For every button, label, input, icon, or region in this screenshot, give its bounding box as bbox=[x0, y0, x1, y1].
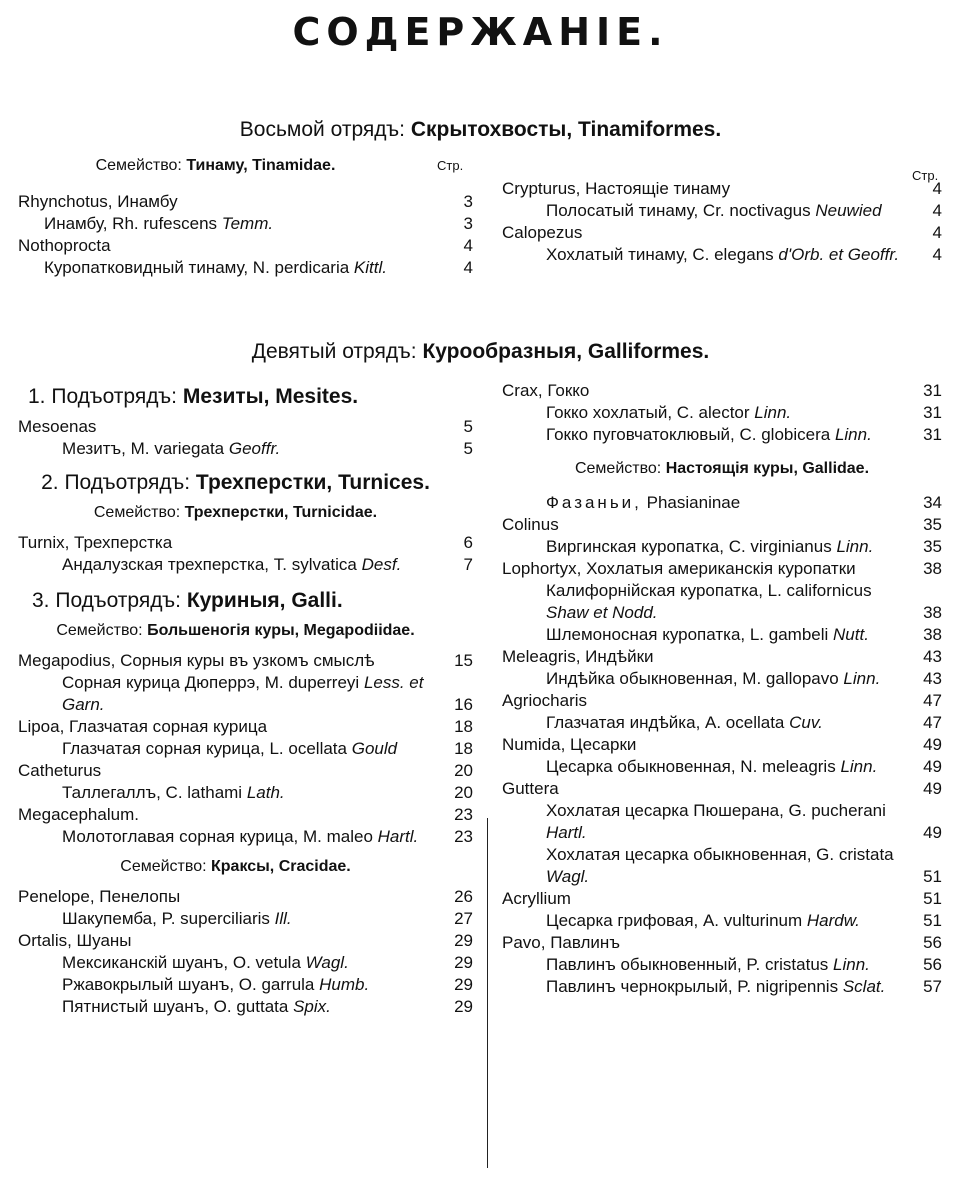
page-number: 27 bbox=[454, 909, 473, 928]
page-number: 31 bbox=[923, 403, 942, 422]
family-name: Краксы, Cracidae. bbox=[211, 858, 351, 875]
entry-author: Hardw. bbox=[806, 911, 860, 930]
page-number: 56 bbox=[923, 955, 942, 974]
entry-text: Crypturus, Настоящіе тинаму bbox=[502, 179, 731, 198]
tinamidae-left-column bbox=[18, 155, 473, 279]
entry-text: Инамбу, Rh. rufescens bbox=[44, 214, 218, 233]
tinamidae-right-column bbox=[502, 178, 942, 266]
toc-entry bbox=[502, 514, 942, 536]
entry-author: Desf. bbox=[361, 555, 402, 574]
toc-entry bbox=[502, 976, 942, 998]
page-number: 38 bbox=[923, 603, 942, 622]
entry-text: Catheturus bbox=[18, 761, 102, 780]
page-number: 29 bbox=[454, 953, 473, 972]
toc-entry bbox=[18, 996, 473, 1018]
entry-author: Nutt. bbox=[833, 625, 869, 644]
entry-author: Humb. bbox=[319, 975, 370, 994]
page-number: 31 bbox=[923, 381, 942, 400]
toc-entry bbox=[18, 235, 473, 257]
entry-author: Hartl. bbox=[546, 823, 587, 842]
toc-entry bbox=[18, 554, 473, 576]
toc-entry bbox=[502, 624, 942, 646]
entry-author: Wagl. bbox=[305, 953, 349, 972]
page-number: 43 bbox=[923, 647, 942, 666]
entry-author: Shaw et Nodd. bbox=[546, 603, 658, 622]
entry-text: Meleagris, Индѣйки bbox=[502, 647, 654, 666]
entry-list bbox=[502, 380, 942, 446]
entry-author: Cuv. bbox=[789, 713, 823, 732]
entry-text: Полосатый тинаму, Cr. noctivagus bbox=[546, 201, 811, 220]
toc-entry bbox=[18, 672, 473, 716]
family-heading-turnicidae bbox=[18, 502, 473, 524]
page-number: 4 bbox=[932, 179, 942, 198]
entry-list bbox=[502, 178, 942, 266]
page-number: 49 bbox=[923, 779, 942, 798]
entry-author: Linn. bbox=[836, 537, 874, 556]
entry-author: Linn. bbox=[754, 403, 792, 422]
entry-text: Ржавокрылый шуанъ, O. garrula bbox=[62, 975, 315, 994]
entry-author: Geoffr. bbox=[228, 439, 281, 458]
toc-entry bbox=[502, 668, 942, 690]
entry-list bbox=[18, 191, 473, 279]
entry-text: Lipoa, Глазчатая сорная курица bbox=[18, 717, 268, 736]
entry-text: Rhynchotus, Инамбу bbox=[18, 192, 178, 211]
entry-author: Linn. bbox=[833, 955, 870, 974]
order-prefix: Девятый отрядъ: bbox=[251, 340, 417, 363]
page-number: 4 bbox=[932, 201, 942, 220]
entry-text: Мезитъ, M. variegata bbox=[62, 439, 225, 458]
page-number: 20 bbox=[454, 761, 473, 780]
page-number: 49 bbox=[923, 757, 942, 776]
order-name: Курообразныя, Galliformes. bbox=[422, 340, 710, 363]
entry-text: Lophortyx, Хохлатыя американскія куропатки bbox=[502, 559, 856, 578]
page-number: 20 bbox=[454, 783, 473, 802]
entry-author: Temm. bbox=[221, 214, 274, 233]
entry-author: d'Orb. et Geoffr. bbox=[778, 245, 900, 264]
family-name: Тинаму, Tinamidae. bbox=[186, 157, 336, 174]
page-number: 3 bbox=[463, 214, 473, 233]
galliformes-right-column bbox=[502, 380, 942, 998]
galliformes-left-column bbox=[18, 382, 473, 1018]
page-column-label-right: Стр. bbox=[912, 168, 939, 183]
entry-text: Turnix, Трехперстка bbox=[18, 533, 173, 552]
entry-text: Numida, Цесарки bbox=[502, 735, 637, 754]
page-number: 51 bbox=[923, 911, 942, 930]
toc-entry bbox=[502, 800, 942, 844]
toc-entry bbox=[18, 191, 473, 213]
entry-text: Penelope, Пенелопы bbox=[18, 887, 181, 906]
toc-entry bbox=[502, 536, 942, 558]
suborder-heading-mesites bbox=[18, 384, 473, 410]
entry-text: Megacephalum. bbox=[18, 805, 139, 824]
page-number: 51 bbox=[923, 889, 942, 908]
entry-text: Шакупемба, P. superciliaris bbox=[62, 909, 270, 928]
entry-text: Молотоглавая сорная курица, M. maleo bbox=[62, 827, 373, 846]
entry-list bbox=[502, 514, 942, 998]
entry-text: Agriocharis bbox=[502, 691, 588, 710]
subfamily-label: Фазаньи, bbox=[546, 493, 642, 512]
entry-text: Таллегаллъ, C. lathami bbox=[62, 783, 243, 802]
page-number: 5 bbox=[463, 439, 473, 458]
entry-text: Андалузская трехперстка, T. sylvatica bbox=[62, 555, 357, 574]
entry-text: Калифорнійская куропатка, L. californicus bbox=[546, 581, 872, 600]
toc-entry bbox=[502, 712, 942, 734]
entry-text: Nothoprocta bbox=[18, 236, 111, 255]
toc-entry bbox=[502, 558, 942, 580]
entry-text: Хохлатая цесарка обыкновенная, G. cristata bbox=[546, 845, 894, 864]
entry-text: Mesoenas bbox=[18, 417, 97, 436]
entry-text: Calopezus bbox=[502, 223, 583, 242]
entry-text: Pavo, Павлинъ bbox=[502, 933, 620, 952]
page-number: 23 bbox=[454, 805, 473, 824]
order-heading-8 bbox=[0, 118, 961, 142]
suborder-name: Трехперстки, Turnices. bbox=[195, 471, 430, 494]
suborder-prefix: 1. Подъотрядъ: bbox=[28, 385, 177, 408]
page-number: 31 bbox=[923, 425, 942, 444]
family-name: Трехперстки, Turnicidae. bbox=[184, 504, 378, 521]
toc-entry bbox=[18, 257, 473, 279]
page-number: 49 bbox=[923, 735, 942, 754]
entry-author: Spix. bbox=[293, 997, 331, 1016]
page-number: 18 bbox=[454, 717, 473, 736]
family-prefix: Семейство: bbox=[95, 157, 182, 174]
entry-text: Цесарка обыкновенная, N. meleagris bbox=[546, 757, 836, 776]
page-number: 7 bbox=[463, 555, 473, 574]
entry-author: Sclat. bbox=[842, 977, 886, 996]
toc-entry bbox=[18, 416, 473, 438]
suborder-prefix: 3. Подъотрядъ: bbox=[32, 589, 181, 612]
page-number: 23 bbox=[454, 827, 473, 846]
page-number: 26 bbox=[454, 887, 473, 906]
page-number: 38 bbox=[923, 559, 942, 578]
order-name: Скрытохвосты, Tinamiformes. bbox=[410, 118, 722, 141]
entry-text: Виргинская куропатка, C. virginianus bbox=[546, 537, 832, 556]
page-number: 4 bbox=[932, 245, 942, 264]
entry-list bbox=[18, 886, 473, 1018]
entry-author: Linn. bbox=[840, 757, 878, 776]
entry-author: Linn. bbox=[843, 669, 881, 688]
family-prefix: Семейство: bbox=[93, 504, 181, 521]
entry-text: Павлинъ обыкновенный, P. cristatus bbox=[546, 955, 829, 974]
entry-text: Пятнистый шуанъ, O. guttata bbox=[62, 997, 289, 1016]
page-number: 4 bbox=[463, 258, 473, 277]
family-heading-cracidae bbox=[18, 856, 473, 878]
suborder-heading-galli bbox=[18, 588, 473, 614]
toc-entry bbox=[18, 952, 473, 974]
entry-text: Colinus bbox=[502, 515, 559, 534]
subfamily-phasianinae bbox=[502, 492, 942, 514]
page-number: 51 bbox=[923, 867, 942, 886]
toc-entry bbox=[502, 178, 942, 200]
entry-list bbox=[18, 532, 473, 576]
toc-entry bbox=[18, 782, 473, 804]
entry-text: Ortalis, Шуаны bbox=[18, 931, 132, 950]
toc-entry bbox=[18, 532, 473, 554]
toc-entry bbox=[502, 244, 942, 266]
toc-entry bbox=[502, 778, 942, 800]
entry-author: Gould bbox=[351, 739, 398, 758]
entry-text: Глазчатая индѣйка, A. ocellata bbox=[546, 713, 785, 732]
toc-entry bbox=[18, 908, 473, 930]
entry-text: Гокко пуговчатоклювый, C. globicera bbox=[546, 425, 831, 444]
entry-text: Гокко хохлатый, C. alector bbox=[546, 403, 750, 422]
entry-author: Wagl. bbox=[546, 867, 590, 886]
toc-entry bbox=[502, 844, 942, 888]
entry-author: Neuwied bbox=[815, 201, 882, 220]
entry-author: Lath. bbox=[246, 783, 285, 802]
page-column-label-left: Стр. bbox=[437, 158, 464, 173]
toc-entry bbox=[18, 826, 473, 848]
entry-text: Цесарка грифовая, A. vulturinum bbox=[546, 911, 803, 930]
toc-entry bbox=[18, 650, 473, 672]
page-number: 5 bbox=[463, 417, 473, 436]
toc-entry bbox=[502, 580, 942, 624]
toc-entry bbox=[502, 932, 942, 954]
order-prefix: Восьмой отрядъ: bbox=[239, 118, 406, 141]
page-number: 16 bbox=[454, 695, 473, 714]
entry-text: Crax, Гокко bbox=[502, 381, 590, 400]
entry-author: Ill. bbox=[274, 909, 292, 928]
entry-author: Less. et Garn. bbox=[62, 673, 424, 714]
page-number: 3 bbox=[463, 192, 473, 211]
toc-entry bbox=[502, 734, 942, 756]
suborder-heading-turnices bbox=[18, 470, 473, 496]
toc-entry bbox=[502, 380, 942, 402]
toc-entry bbox=[18, 716, 473, 738]
entry-text: Guttera bbox=[502, 779, 559, 798]
page-number: 56 bbox=[923, 933, 942, 952]
toc-entry bbox=[502, 402, 942, 424]
entry-author: Hartl. bbox=[377, 827, 419, 846]
entry-text: Megapodius, Сорныя куры въ узкомъ смыслѣ bbox=[18, 651, 375, 670]
order-heading-9 bbox=[0, 340, 961, 364]
toc-entry bbox=[18, 804, 473, 826]
toc-entry bbox=[502, 954, 942, 976]
suborder-name: Мезиты, Mesites. bbox=[182, 385, 359, 408]
toc-entry bbox=[502, 222, 942, 244]
page-number: 34 bbox=[923, 493, 942, 512]
toc-entry bbox=[18, 438, 473, 460]
toc-entry bbox=[18, 930, 473, 952]
entry-text: Хохлатый тинаму, C. elegans bbox=[546, 245, 774, 264]
entry-text: Acryllium bbox=[502, 889, 571, 908]
toc-entry bbox=[18, 738, 473, 760]
family-heading-tinamidae bbox=[18, 155, 473, 177]
entry-text: Сорная курица Дюперрэ, M. duperreyi bbox=[62, 673, 360, 692]
toc-entry bbox=[502, 690, 942, 712]
entry-text: Павлинъ чернокрылый, P. nigripennis bbox=[546, 977, 839, 996]
toc-entry bbox=[18, 760, 473, 782]
toc-entry bbox=[18, 974, 473, 996]
page-number: 49 bbox=[923, 823, 942, 842]
toc-entry bbox=[502, 646, 942, 668]
page-number: 4 bbox=[932, 223, 942, 242]
page-title: СОДЕРЖАНІЕ. bbox=[292, 10, 669, 54]
entry-text: Хохлатая цесарка Пюшерана, G. pucherani bbox=[546, 801, 886, 820]
page-number: 35 bbox=[923, 515, 942, 534]
page-number: 38 bbox=[923, 625, 942, 644]
entry-text: Куропатковидный тинаму, N. perdicaria bbox=[44, 258, 350, 277]
entry-author: Kittl. bbox=[353, 258, 387, 277]
family-prefix: Семейство: bbox=[56, 622, 143, 639]
entry-author: Linn. bbox=[834, 425, 872, 444]
subfamily-name: Phasianinae bbox=[646, 493, 741, 512]
family-heading-megapodiidae bbox=[18, 620, 473, 642]
toc-entry bbox=[502, 200, 942, 222]
entry-text: Глазчатая сорная курица, L. ocellata bbox=[62, 739, 347, 758]
family-prefix: Семейство: bbox=[574, 460, 662, 477]
toc-entry bbox=[18, 886, 473, 908]
page-number: 18 bbox=[454, 739, 473, 758]
page-number: 29 bbox=[454, 931, 473, 950]
page-number: 29 bbox=[454, 975, 473, 994]
page-number: 15 bbox=[454, 651, 473, 670]
suborder-prefix: 2. Подъотрядъ: bbox=[41, 471, 191, 494]
suborder-name: Куриныя, Galli. bbox=[186, 589, 343, 612]
entry-text: Мексиканскій шуанъ, O. vetula bbox=[62, 953, 301, 972]
page-number: 47 bbox=[923, 691, 942, 710]
toc-entry bbox=[502, 888, 942, 910]
page-number: 47 bbox=[923, 713, 942, 732]
toc-entry bbox=[502, 424, 942, 446]
entry-list bbox=[18, 650, 473, 848]
page-number: 6 bbox=[463, 533, 473, 552]
entry-text: Шлемоносная куропатка, L. gambeli bbox=[546, 625, 829, 644]
family-name: Настоящія куры, Gallidae. bbox=[665, 460, 870, 477]
page-number: 29 bbox=[454, 997, 473, 1016]
family-heading-gallidae bbox=[502, 458, 942, 480]
toc-entry bbox=[502, 910, 942, 932]
page-number: 4 bbox=[463, 236, 473, 255]
page-number: 35 bbox=[923, 537, 942, 556]
entry-list bbox=[18, 416, 473, 460]
entry-text: Индѣйка обыкновенная, M. gallopavo bbox=[546, 669, 839, 688]
page-number: 57 bbox=[923, 977, 942, 996]
family-name: Большеногія куры, Megapodiidae. bbox=[147, 622, 415, 639]
family-prefix: Семейство: bbox=[120, 858, 207, 875]
toc-entry bbox=[502, 756, 942, 778]
column-divider bbox=[487, 818, 488, 1168]
page-number: 43 bbox=[923, 669, 942, 688]
toc-entry bbox=[18, 213, 473, 235]
